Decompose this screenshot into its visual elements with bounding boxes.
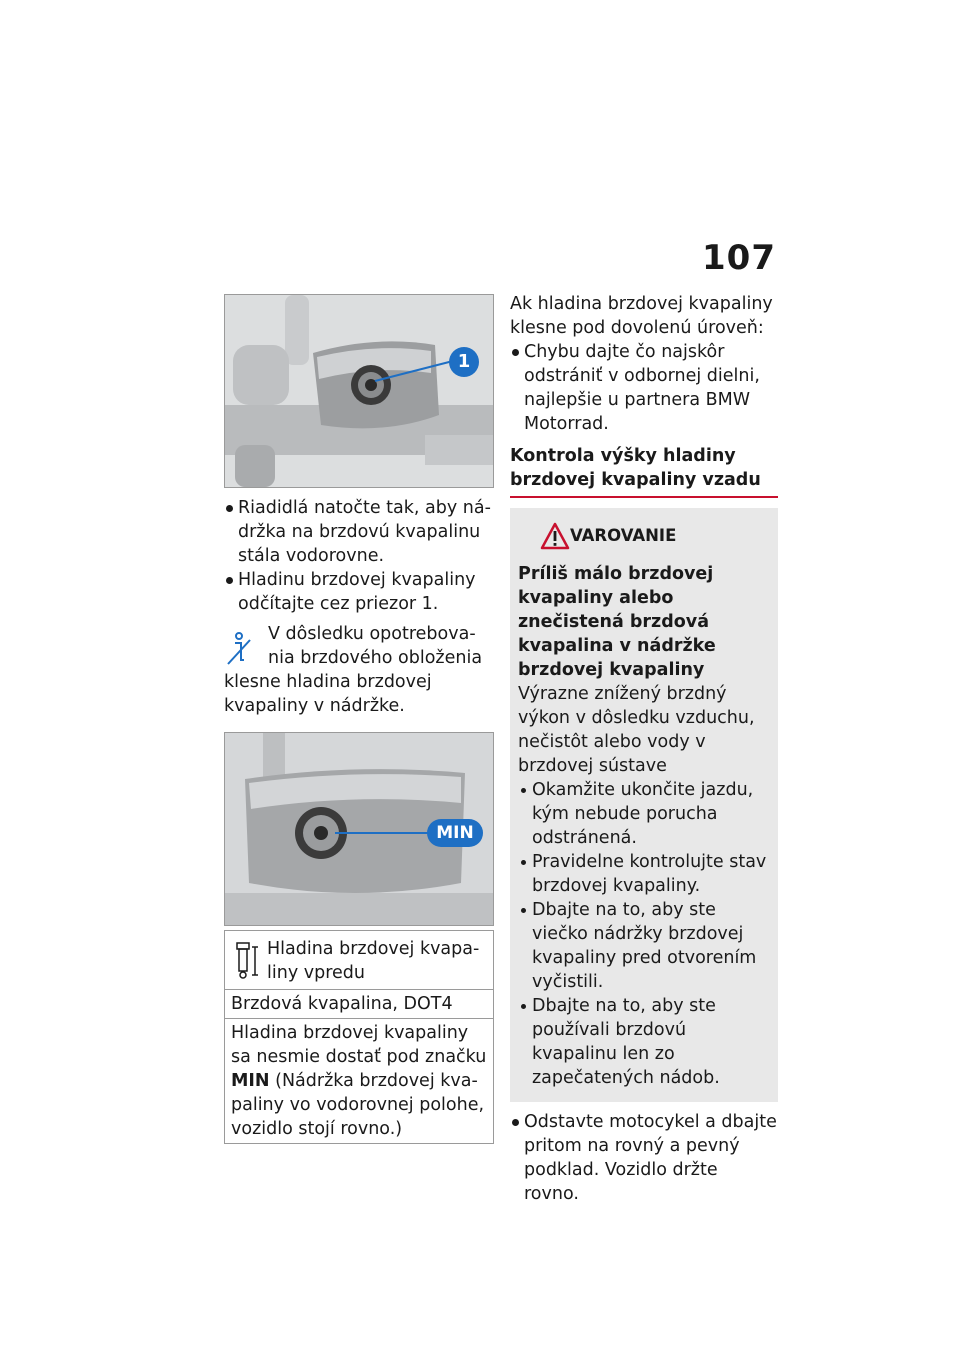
min-label: MIN: [436, 823, 474, 843]
right-column: [510, 292, 778, 1206]
info-text-b: klesne hladina brzdovej kvapaliny v nádržke.: [224, 672, 432, 716]
info-icon: [224, 630, 254, 666]
warning-triangle-icon: [540, 522, 570, 550]
section-divider: [510, 496, 778, 498]
callout-1-label: 1: [457, 351, 471, 372]
left-column: [224, 294, 494, 1144]
spec-table: [224, 930, 494, 1144]
list-item: Chybu dajte čo najskôr odstrániť v odbornej dielni, najlepšie u partnera BMW Motorrad.: [510, 340, 778, 436]
section-title: Kontrola výšky hladiny brzdovej kvapaliny vzadu: [510, 446, 761, 490]
spec-header: [225, 931, 493, 990]
warning-box: [510, 508, 778, 1102]
front-reservoir-photo: [224, 294, 494, 488]
list-item: Hladinu brzdovej kvapaliny odčítajte cez priezor 1.: [224, 568, 494, 616]
warning-text: Výrazne znížený brzdný výkon v dôsledku vzduchu, nečistôt alebo vody v brzdovej sústave: [518, 684, 755, 776]
list-item: Riadidlá natočte tak, aby nádržka na brzdovú kvapalinu stála vodorovne.: [224, 496, 494, 568]
intro-text: Ak hladina brzdovej kvapaliny klesne pod dovolenú úroveň:: [510, 294, 773, 338]
list-item: Okamžite ukončite jazdu, kým nebude porucha odstránená.: [518, 778, 770, 850]
warning-header: [518, 522, 770, 562]
list-item: Pravidelne kontrolujte stav brzdovej kvapaliny.: [518, 850, 770, 898]
spec-row-level-pre: Hladina brzdovej kvapaliny sa nesmie dostať pod značku: [231, 1023, 487, 1067]
warning-bullet-list: [518, 778, 770, 1090]
min-badge: [427, 819, 483, 847]
reservoir-illustration: [225, 295, 493, 487]
list-item: Dbajte na to, aby ste používali brzdovú kvapalinu len zo zapečatených nádob.: [518, 994, 770, 1090]
info-text-a: V dôsledku opotrebovania brzdového obloženia: [268, 624, 483, 668]
left-bullet-list: [224, 496, 494, 616]
intro-bullet-list: [510, 340, 778, 436]
spec-row-level-bold: MIN: [231, 1071, 270, 1091]
callout-1-badge: [449, 347, 479, 377]
after-bullet-list: [510, 1110, 778, 1206]
fluid-level-icon: [235, 941, 261, 981]
warning-label: VAROVANIE: [570, 526, 677, 545]
list-item: Odstavte motocykel a dbajte pritom na rovný a pevný podklad. Vozidlo držte rovno.: [510, 1110, 778, 1206]
list-item: Dbajte na to, aby ste viečko nádržky brzdovej kvapaliny pred otvorením vyčistili.: [518, 898, 770, 994]
min-mark-photo: [224, 732, 494, 926]
spec-header-label: Hladina brzdovej kvapaliny vpredu: [267, 939, 480, 983]
spec-row-level-post: (Nádržka brzdovej kvapaliny vo vodorovnej polohe, vozidlo stojí rovno.): [231, 1071, 485, 1139]
page-number: 107: [702, 238, 776, 278]
info-note: [224, 622, 494, 718]
spec-row-level: [225, 1019, 493, 1143]
warning-subtitle: Príliš málo brzdovej kvapaliny alebo znečistená brzdová kvapalina v nádržke brzdovej kvapaliny: [518, 564, 716, 680]
spec-row-fluid: Brzdová kvapalina, DOT4: [225, 990, 493, 1019]
